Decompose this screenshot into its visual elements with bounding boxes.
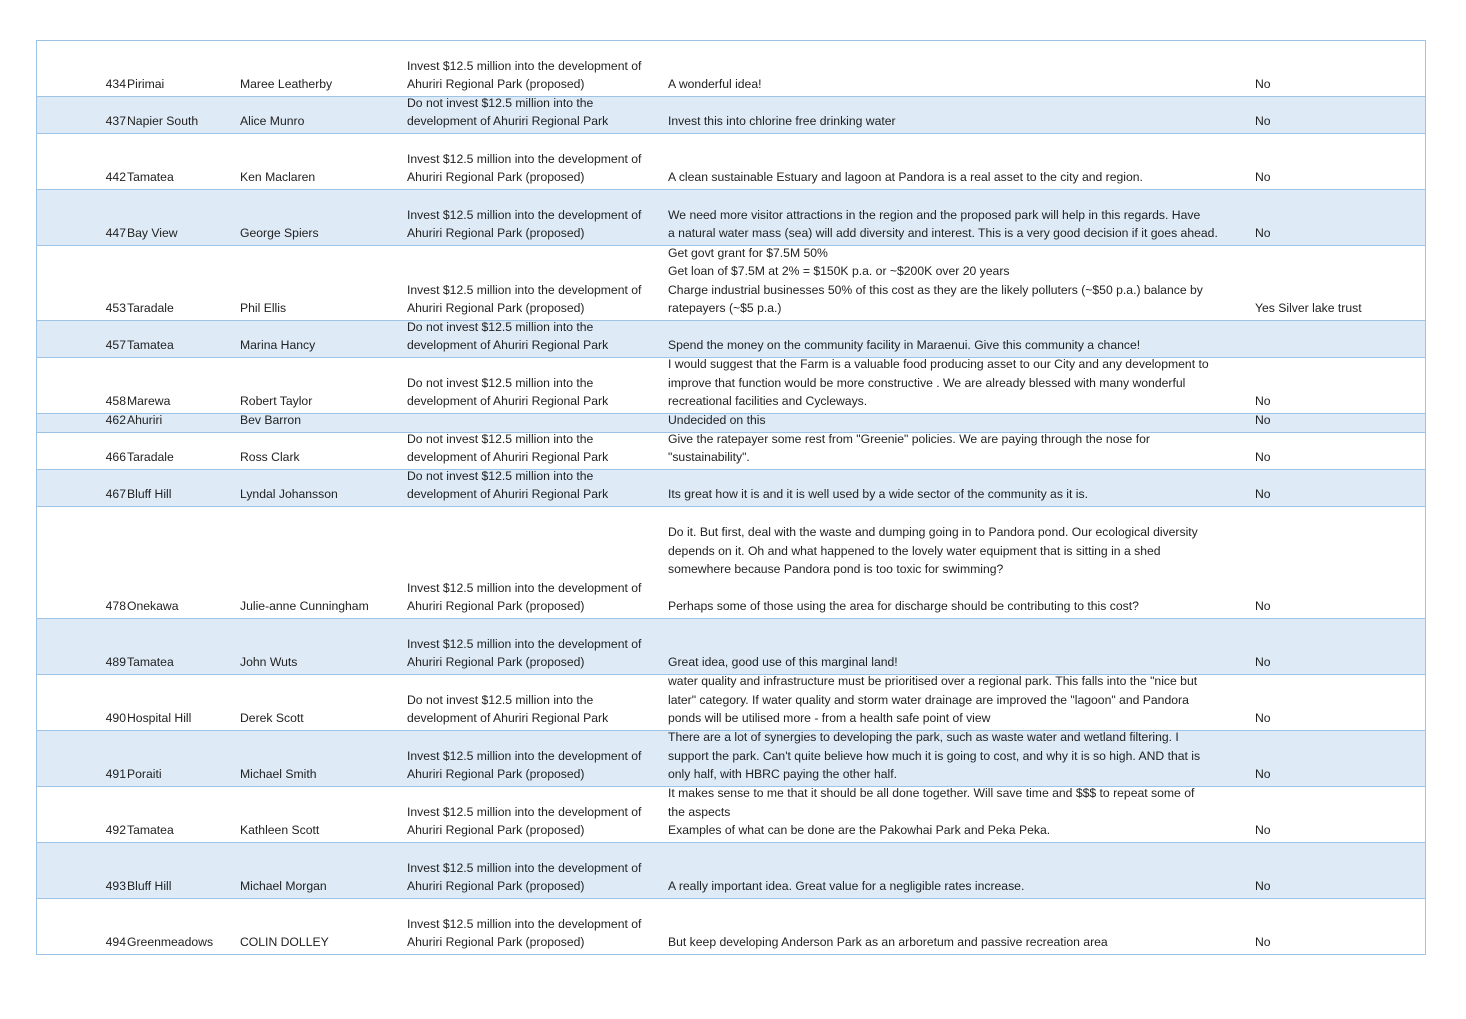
submitter-name-cell: Bev Barron (240, 413, 301, 428)
trust-answer-cell: No (1255, 823, 1271, 838)
submitter-name-cell: COLIN DOLLEY (240, 935, 329, 950)
submitter-name-cell: Robert Taylor (240, 394, 313, 409)
submitter-name-cell: John Wuts (240, 655, 298, 670)
submitter-name-cell: Ross Clark (240, 450, 300, 465)
trust-answer-cell: No (1255, 711, 1271, 726)
comment-cell: Great idea, good use of this marginal land! (668, 655, 898, 670)
table-row (37, 731, 1425, 787)
trust-answer-cell: No (1255, 487, 1271, 502)
comment-cell: Give the ratepayer some rest from "Greenie" policies. We are paying through the nose for "sustainability". (668, 431, 1150, 465)
comment-cell: But keep developing Anderson Park as an arboretum and passive recreation area (668, 935, 1108, 950)
submitter-name-cell: Derek Scott (240, 711, 304, 726)
chosen-option-cell: Invest $12.5 million into the development of Ahuriri Regional Park (proposed) (407, 916, 642, 950)
table-row (37, 787, 1425, 843)
submission-number-cell: 466 (105, 450, 126, 465)
comment-cell: Do it. But first, deal with the waste and dumping going in to Pandora pond. Our ecological diversity depends on it. Oh and what happened to the lovely water equipment that is sitting in a shed somewhere because Pandora pond is too toxic for swimming? Perhaps some of those using the area for discharge should be contributing to this cost? (668, 525, 1198, 614)
table-row (37, 358, 1425, 414)
chosen-option-cell: Invest $12.5 million into the development of Ahuriri Regional Park (proposed) (407, 58, 642, 92)
submitter-name-cell: Alice Munro (240, 114, 305, 129)
chosen-option-cell: Invest $12.5 million into the development of Ahuriri Regional Park (proposed) (407, 207, 642, 241)
chosen-option-cell: Invest $12.5 million into the development of Ahuriri Regional Park (proposed) (407, 151, 642, 185)
submission-number-cell: 462 (105, 413, 126, 428)
comment-cell: A clean sustainable Estuary and lagoon at Pandora is a real asset to the city and region. (668, 170, 1143, 185)
chosen-option-cell: Do not invest $12.5 million into the development of Ahuriri Regional Park (407, 468, 609, 502)
submission-number-cell: 442 (105, 170, 126, 185)
submission-number-cell: 467 (105, 487, 126, 502)
comment-cell: I would suggest that the Farm is a valuable food producing asset to our City and any development to improve that function would be more constructive . We are already blessed with many wonderful recreational facilities and Cycleways. (668, 357, 1209, 409)
suburb-cell: Marewa (127, 394, 171, 409)
trust-answer-cell: No (1255, 394, 1271, 409)
submitter-name-cell: Marina Hancy (240, 338, 316, 353)
comment-cell: water quality and infrastructure must be prioritised over a regional park. This falls into the "nice but later" category. If water quality and storm water drainage are improved the "lagoon" and Pandora ponds will be utilised more - from a health safe point of view (668, 674, 1198, 726)
comment-cell: Get govt grant for $7.5M 50% Get loan of $7.5M at 2% = $150K p.a. or ~$200K over 20 years Charge industrial businesses 50% of this cost as they are the likely polluters (~$50 p.a.) balance by ratepayers (~$5 p.a.) (668, 245, 1203, 316)
suburb-cell: Taradale (127, 301, 174, 316)
submission-number-cell: 492 (105, 823, 126, 838)
comment-cell: It makes sense to me that it should be all done together. Will save time and $$$ to repeat some of the aspects Examples of what can be done are the Pakowhai Park and Peka Peka. (668, 786, 1195, 838)
submitter-name-cell: Phil Ellis (240, 301, 287, 316)
table-row (37, 507, 1425, 619)
submission-number-cell: 478 (105, 599, 126, 614)
trust-answer-cell: No (1255, 170, 1271, 185)
submitter-name-cell: Maree Leatherby (240, 77, 333, 92)
trust-answer-cell: Yes Silver lake trust (1255, 301, 1362, 316)
table-row (37, 675, 1425, 731)
table-row (37, 433, 1425, 470)
submission-number-cell: 494 (105, 935, 126, 950)
submitter-name-cell: Kathleen Scott (240, 823, 320, 838)
suburb-cell: Tamatea (127, 338, 174, 353)
suburb-cell: Tamatea (127, 655, 174, 670)
submission-number-cell: 434 (105, 77, 126, 92)
comment-cell: Spend the money on the community facility in Maraenui. Give this community a chance! (668, 338, 1141, 353)
suburb-cell: Bluff Hill (127, 487, 172, 502)
trust-answer-cell: No (1255, 413, 1271, 428)
suburb-cell: Ahuriri (127, 413, 163, 428)
chosen-option-cell: Do not invest $12.5 million into the development of Ahuriri Regional Park (407, 692, 609, 726)
submission-number-cell: 493 (105, 879, 126, 894)
submission-number-cell: 491 (105, 767, 126, 782)
submission-number-cell: 458 (105, 394, 126, 409)
suburb-cell: Pirimai (127, 77, 165, 92)
chosen-option-cell: Invest $12.5 million into the development of Ahuriri Regional Park (proposed) (407, 804, 642, 838)
table-row (37, 97, 1425, 134)
trust-answer-cell: No (1255, 450, 1271, 465)
trust-answer-cell: No (1255, 77, 1271, 92)
comment-cell: A really important idea. Great value for a negligible rates increase. (668, 879, 1025, 894)
submitter-name-cell: Ken Maclaren (240, 170, 316, 185)
submissions-table (36, 40, 1426, 955)
comment-cell: A wonderful idea! (668, 77, 762, 92)
suburb-cell: Poraiti (127, 767, 162, 782)
comment-cell: Its great how it is and it is well used by a wide sector of the community as it is. (668, 487, 1088, 502)
trust-answer-cell: No (1255, 599, 1271, 614)
chosen-option-cell: Invest $12.5 million into the development of Ahuriri Regional Park (proposed) (407, 748, 642, 782)
chosen-option-cell: Do not invest $12.5 million into the development of Ahuriri Regional Park (407, 95, 609, 129)
chosen-option-cell: Do not invest $12.5 million into the development of Ahuriri Regional Park (407, 431, 609, 465)
submission-number-cell: 447 (105, 226, 126, 241)
trust-answer-cell: No (1255, 879, 1271, 894)
submission-number-cell: 490 (105, 711, 126, 726)
suburb-cell: Napier South (127, 114, 199, 129)
suburb-cell: Hospital Hill (127, 711, 192, 726)
submission-number-cell: 437 (105, 114, 126, 129)
submission-number-cell: 453 (105, 301, 126, 316)
comment-cell: Invest this into chlorine free drinking water (668, 114, 896, 129)
suburb-cell: Greenmeadows (127, 935, 214, 950)
table-row (37, 470, 1425, 507)
suburb-cell: Bay View (127, 226, 178, 241)
table-row (37, 619, 1425, 675)
submitter-name-cell: Michael Smith (240, 767, 317, 782)
table-row (37, 899, 1425, 955)
suburb-cell: Bluff Hill (127, 879, 172, 894)
submission-number-cell: 457 (105, 338, 126, 353)
trust-answer-cell: No (1255, 935, 1271, 950)
chosen-option-cell: Invest $12.5 million into the development of Ahuriri Regional Park (proposed) (407, 860, 642, 894)
table-row (37, 134, 1425, 190)
submitter-name-cell: George Spiers (240, 226, 319, 241)
trust-answer-cell: No (1255, 655, 1271, 670)
submitter-name-cell: Lyndal Johansson (240, 487, 338, 502)
table-row (37, 41, 1425, 97)
table-row (37, 190, 1425, 246)
comment-cell: We need more visitor attractions in the region and the proposed park will help in this regards. Have a natural water mass (sea) will add diversity and interest. This is a very good decision if it goes ahead. (668, 207, 1218, 241)
submitter-name-cell: Julie-anne Cunningham (240, 599, 369, 614)
table-row (37, 321, 1425, 358)
chosen-option-cell: Do not invest $12.5 million into the development of Ahuriri Regional Park (407, 319, 609, 353)
chosen-option-cell: Invest $12.5 million into the development of Ahuriri Regional Park (proposed) (407, 580, 642, 614)
suburb-cell: Onekawa (127, 599, 179, 614)
chosen-option-cell: Invest $12.5 million into the development of Ahuriri Regional Park (proposed) (407, 636, 642, 670)
suburb-cell: Tamatea (127, 170, 174, 185)
suburb-cell: Taradale (127, 450, 174, 465)
table-row (37, 843, 1425, 899)
suburb-cell: Tamatea (127, 823, 174, 838)
table-row (37, 246, 1425, 321)
trust-answer-cell: No (1255, 226, 1271, 241)
chosen-option-cell: Do not invest $12.5 million into the development of Ahuriri Regional Park (407, 375, 609, 409)
chosen-option-cell: Invest $12.5 million into the development of Ahuriri Regional Park (proposed) (407, 282, 642, 316)
trust-answer-cell: No (1255, 767, 1271, 782)
comment-cell: Undecided on this (668, 413, 766, 428)
submitter-name-cell: Michael Morgan (240, 879, 327, 894)
comment-cell: There are a lot of synergies to developing the park, such as waste water and wetland filtering. I support the park. Can't quite believe how much it is going to cost, and why it is so high. AND that is only half, with HBRC paying the other half. (668, 730, 1201, 782)
trust-answer-cell: No (1255, 114, 1271, 129)
submission-number-cell: 489 (105, 655, 126, 670)
